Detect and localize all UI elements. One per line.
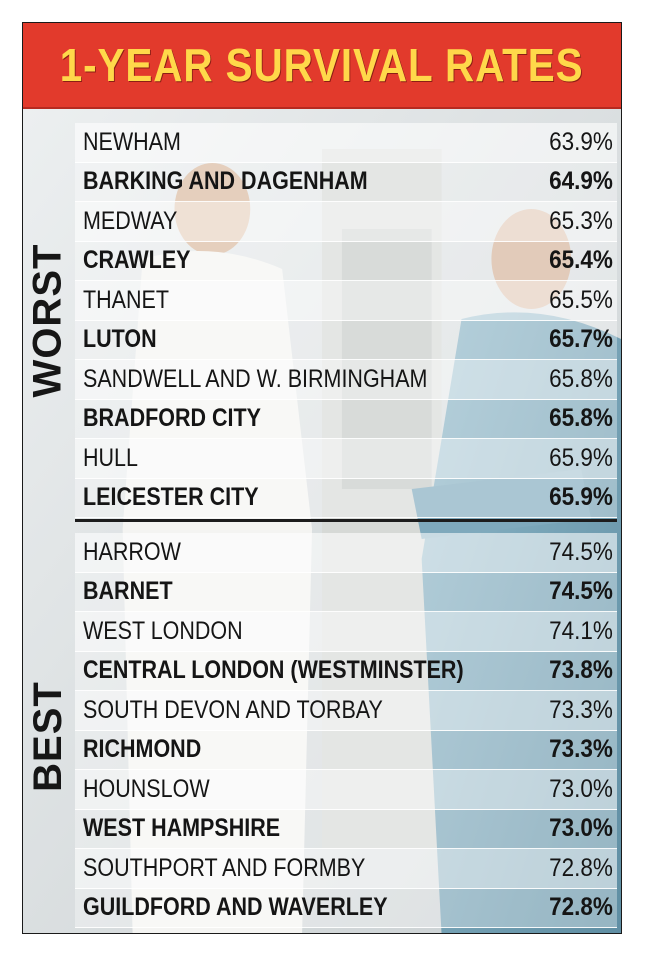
area-name: HARROW [83,537,181,566]
table-row [75,533,617,573]
table-row [75,123,617,163]
area-name: LEICESTER CITY [83,483,259,512]
area-name: WEST LONDON [83,616,243,645]
group-label-best [27,543,69,929]
survival-rate: 74.5% [549,537,613,566]
area-name: BARKING AND DAGENHAM [83,167,368,196]
area-name: HULL [83,443,138,472]
survival-rate: 65.5% [549,285,613,314]
table-row [75,202,617,242]
worst-rows [75,123,617,518]
survival-rate: 65.7% [549,325,613,354]
survival-rate: 64.9% [549,167,613,196]
area-name: CENTRAL LONDON (WESTMINSTER) [83,656,464,685]
survival-rate: 65.8% [549,404,613,433]
area-name: SANDWELL AND W. BIRMINGHAM [83,364,428,393]
group-divider [75,519,617,522]
survival-rate: 65.9% [549,443,613,472]
table-row [75,691,617,731]
survival-rate: 74.5% [549,577,613,606]
survival-rate: 73.0% [549,814,613,843]
table-row [75,439,617,479]
table-row [75,163,617,203]
table-row [75,281,617,321]
survival-rate: 73.8% [549,656,613,685]
table-row [75,810,617,850]
area-name: NEWHAM [83,127,181,156]
area-name: BRADFORD CITY [83,404,261,433]
table-row [75,612,617,652]
survival-rate: 73.3% [549,695,613,724]
area-name: WEST HAMPSHIRE [83,814,281,843]
area-name: GUILDFORD AND WAVERLEY [83,893,388,922]
table-row [75,731,617,771]
survival-rate: 65.4% [549,246,613,275]
area-name: RICHMOND [83,735,202,764]
infographic-panel [22,22,622,934]
table-row [75,360,617,400]
best-rows [75,533,617,928]
survival-rate: 74.1% [549,616,613,645]
title-banner [23,23,621,109]
group-label-best-text: BEST [25,680,70,792]
survival-rate: 72.8% [549,893,613,922]
survival-rate: 65.8% [549,364,613,393]
group-label-worst [27,123,69,518]
area-name: THANET [83,285,169,314]
area-name: SOUTHPORT AND FORMBY [83,853,366,882]
area-name: SOUTH DEVON AND TORBAY [83,695,383,724]
area-name: CRAWLEY [83,246,191,275]
table-row [75,573,617,613]
chart-title: 1-YEAR SURVIVAL RATES [60,39,584,91]
survival-rate: 63.9% [549,127,613,156]
survival-rate: 65.9% [549,483,613,512]
table-row [75,321,617,361]
survival-rate: 72.8% [549,853,613,882]
group-label-worst-text: WORST [25,243,70,398]
table-row [75,242,617,282]
area-name: HOUNSLOW [83,774,210,803]
table-row [75,770,617,810]
survival-rate: 73.3% [549,735,613,764]
table-row [75,652,617,692]
area-name: MEDWAY [83,206,178,235]
area-name: BARNET [83,577,173,606]
table-row [75,849,617,889]
survival-rate: 65.3% [549,206,613,235]
area-name: LUTON [83,325,157,354]
survival-rate: 73.0% [549,774,613,803]
table-row [75,889,617,929]
table-row [75,400,617,440]
table-row [75,479,617,519]
